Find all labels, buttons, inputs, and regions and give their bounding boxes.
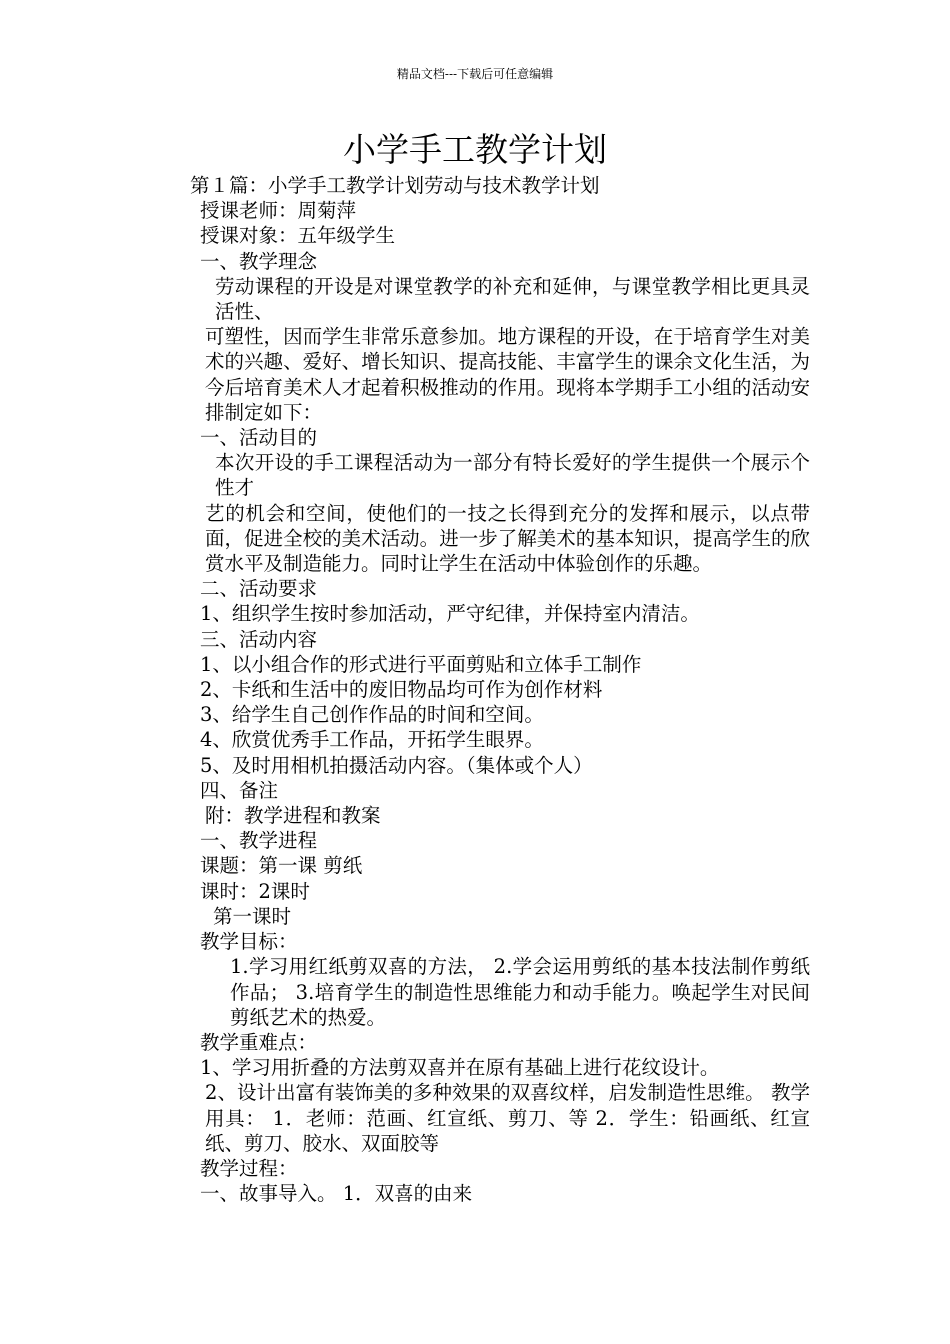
appendix-heading: 附：教学进程和教案 [205,804,381,828]
paragraph: 可塑性，因而学生非常乐意参加。地方课程的开设，在于培育学生对美术的兴趣、爱好、增长知识、提高技能、丰富学生的课余文化生活，为今后培育美术人才起着积极推动的作用。现将本学期手工小组的活动安排制定如下： [205,325,810,424]
paragraph: 本次开设的手工课程活动为一部分有特长爱好的学生提供一个展示个性才 [215,451,810,500]
page-header: 精品文档---下载后可任意编辑 [396,67,554,81]
document-body [145,173,810,1206]
section-heading: 二、活动要求 [200,577,318,601]
section-heading: 一、活动目的 [200,426,318,450]
list-item: 2、卡纸和生活中的废旧物品均可作为创作材料 [200,678,603,702]
list-item: 3、给学生自己创作作品的时间和空间。 [200,703,544,727]
audience-line: 授课对象：五年级学生 [200,224,396,248]
list-item: 1、学习用折叠的方法剪双喜并在原有基础上进行花纹设计。 [200,1056,720,1080]
paragraph: 1.学习用红纸剪双喜的方法， 2.学会运用剪纸的基本技法制作剪纸作品； 3.培育学生的制造性思维能力和动手能力。唤起学生对民间剪纸艺术的热爱。 [230,955,810,1029]
objectives-heading: 教学目标： [200,930,298,954]
paragraph: 劳动课程的开设是对课堂教学的补充和延伸，与课堂教学相比更具灵活性、 [215,274,810,324]
chapter-heading: 第１篇：小学手工教学计划劳动与技术教学计划 [190,174,600,197]
list-item: 5、及时用相机拍摄活动内容。（集体或个人） [200,753,593,777]
list-item: 4、欣赏优秀手工作品，开拓学生眼界。 [200,728,544,752]
lesson-period: 第一课时 [213,904,292,928]
section-heading: 一、教学理念 [200,249,318,273]
list-item: 1、以小组合作的形式进行平面剪贴和立体手工制作 [200,652,642,676]
paragraph: 艺的机会和空间，使他们的一技之长得到充分的发挥和展示，以点带面，促进全校的美术活动。进一步了解美术的基本知识，提高学生的欣赏水平及制造能力。同时让学生在活动中体验创作的乐趣。 [205,501,810,576]
section-heading: 一、教学进程 [200,829,318,853]
key-points-heading: 教学重难点： [200,1030,318,1054]
section-heading: 四、备注 [200,778,279,802]
list-item: 1、组织学生按时参加活动，严守纪律，并保持室内清洁。 [200,602,700,626]
lesson-topic: 课题：第一课 剪纸 [200,854,363,878]
list-item: 一、故事导入。 1．双喜的由来 [200,1182,473,1206]
process-heading: 教学过程： [200,1156,298,1180]
teacher-line: 授课老师：周菊萍 [200,199,357,223]
lesson-hours: 课时：2课时 [200,879,310,903]
document-title: 小学手工教学计划 [343,130,607,169]
section-heading: 三、活动内容 [200,627,318,651]
paragraph: 2、设计出富有装饰美的多种效果的双喜纹样，启发制造性思维。 教学用具： 1．老师：范画、红宣纸、剪刀、等 2．学生：铅画纸、红宣纸、剪刀、胶水、双面胶等 [205,1081,810,1155]
